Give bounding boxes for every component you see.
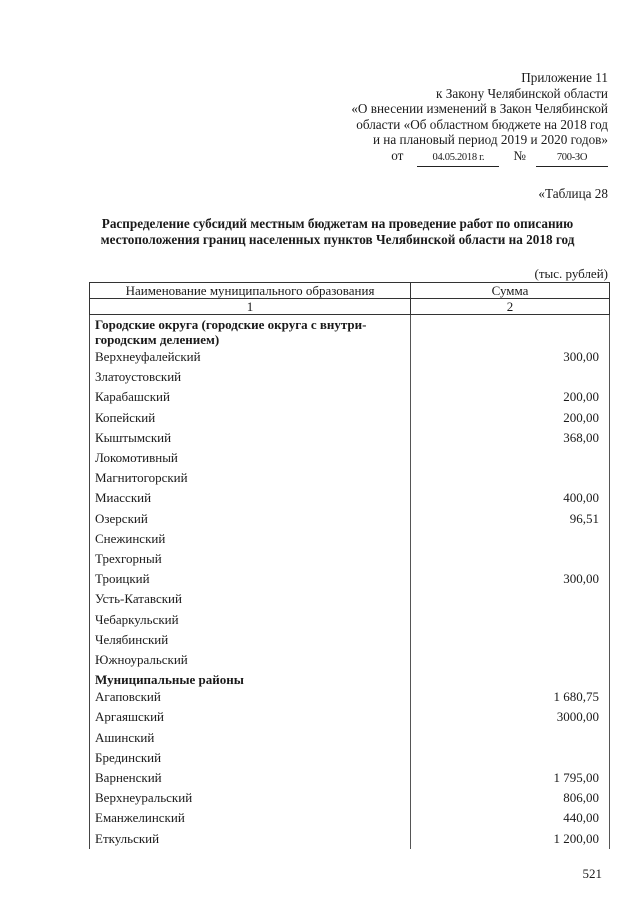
- table-row: [90, 808, 610, 828]
- table-row: [90, 488, 610, 508]
- municipality-name: Златоустовский: [90, 367, 411, 387]
- law-number: 700-ЗО: [536, 150, 608, 167]
- col-header-name: Наименование муниципального образования: [90, 283, 411, 299]
- header-line: Приложение 11: [521, 70, 608, 85]
- subsidy-amount: 1 795,00: [411, 768, 610, 788]
- table-row: [90, 448, 610, 468]
- subsidy-amount: [411, 589, 610, 609]
- table-label: «Таблица 28: [538, 186, 608, 201]
- header-line: и на плановый период 2019 и 2020 годов»: [372, 132, 608, 148]
- table-row: [90, 707, 610, 727]
- header-line: «О внесении изменений в Закон Челябинской: [351, 101, 608, 117]
- municipality-name: Ашинский: [90, 728, 411, 748]
- col-index-2: 2: [411, 299, 610, 315]
- table-row: [90, 829, 610, 849]
- subsidy-amount: 300,00: [411, 347, 610, 367]
- table-header-row: [90, 283, 610, 299]
- municipality-name: Еткульский: [90, 829, 411, 849]
- municipality-name: Усть-Катавский: [90, 589, 411, 609]
- subsidy-amount: [411, 549, 610, 569]
- municipality-name: Агаповский: [90, 687, 411, 707]
- table-row: [90, 788, 610, 808]
- group-urban: [90, 347, 610, 670]
- section-row: [90, 315, 610, 348]
- table-row: [90, 549, 610, 569]
- section-title-urban: Городские округа (городские округа с внутри-городским делением): [90, 315, 411, 348]
- subsidy-amount: [411, 529, 610, 549]
- law-date: 04.05.2018 г.: [417, 150, 499, 167]
- subsidy-amount: [411, 367, 610, 387]
- municipality-name: Брединский: [90, 748, 411, 768]
- municipality-name: Озерский: [90, 509, 411, 529]
- subsidy-amount: 96,51: [411, 509, 610, 529]
- document-header: [351, 70, 608, 167]
- table-row: [90, 569, 610, 589]
- municipality-name: Снежинский: [90, 529, 411, 549]
- subsidy-table: [89, 282, 610, 849]
- municipality-name: Еманжелинский: [90, 808, 411, 828]
- subsidy-amount: 200,00: [411, 387, 610, 407]
- table-row: [90, 768, 610, 788]
- section-title-districts: Муниципальные районы: [90, 670, 411, 687]
- number-label: №: [513, 147, 526, 163]
- municipality-name: Кыштымский: [90, 428, 411, 448]
- municipality-name: Карабашский: [90, 387, 411, 407]
- subsidy-amount: 200,00: [411, 408, 610, 428]
- table-row: [90, 748, 610, 768]
- municipality-name: Южноуральский: [90, 650, 411, 670]
- ot-label: от: [391, 147, 404, 163]
- municipality-name: Локомотивный: [90, 448, 411, 468]
- law-date-number-line: [351, 148, 608, 167]
- table-row: [90, 387, 610, 407]
- subsidy-amount: 1 680,75: [411, 687, 610, 707]
- municipality-name: Чебаркульский: [90, 610, 411, 630]
- header-line: области «Об областном бюджете на 2018 год: [356, 116, 608, 132]
- municipality-name: Трехгорный: [90, 549, 411, 569]
- subsidy-amount: [411, 630, 610, 650]
- subsidy-amount: [411, 650, 610, 670]
- municipality-name: Копейский: [90, 408, 411, 428]
- municipality-name: Троицкий: [90, 569, 411, 589]
- table-row: [90, 728, 610, 748]
- unit-label: (тыс. рублей): [534, 266, 608, 281]
- table-row: [90, 509, 610, 529]
- municipality-name: Аргаяшский: [90, 707, 411, 727]
- municipality-name: Челябинский: [90, 630, 411, 650]
- table-row: [90, 589, 610, 609]
- header-line: к Закону Челябинской области: [436, 85, 608, 101]
- section-row: [90, 670, 610, 687]
- subsidy-amount: 300,00: [411, 569, 610, 589]
- table-row: [90, 630, 610, 650]
- subsidy-amount: 3000,00: [411, 707, 610, 727]
- document-title: Распределение субсидий местным бюджетам на проведение работ по описанию местоположения границ населенных пунктов Челябинской области на 2018 год: [100, 216, 575, 247]
- subsidy-amount: [411, 448, 610, 468]
- subsidy-amount: 400,00: [411, 488, 610, 508]
- table-row: [90, 687, 610, 707]
- table-row: [90, 347, 610, 367]
- subsidy-amount: 368,00: [411, 428, 610, 448]
- subsidy-amount: [411, 610, 610, 630]
- table-row: [90, 529, 610, 549]
- table-row: [90, 408, 610, 428]
- col-header-amount: Сумма: [411, 283, 610, 299]
- table-row: [90, 610, 610, 630]
- page-number: 521: [582, 866, 602, 881]
- municipality-name: Магнитогорский: [90, 468, 411, 488]
- subsidy-amount: 440,00: [411, 808, 610, 828]
- municipality-name: Варненский: [90, 768, 411, 788]
- municipality-name: Миасский: [90, 488, 411, 508]
- table-row: [90, 468, 610, 488]
- table-row: [90, 428, 610, 448]
- col-index-1: 1: [90, 299, 411, 315]
- municipality-name: Верхнеуральский: [90, 788, 411, 808]
- subsidy-amount: [411, 748, 610, 768]
- subsidy-amount: [411, 468, 610, 488]
- table-row: [90, 650, 610, 670]
- municipality-name: Верхнеуфалейский: [90, 347, 411, 367]
- table-row: [90, 367, 610, 387]
- subsidy-amount: [411, 728, 610, 748]
- subsidy-amount: 1 200,00: [411, 829, 610, 849]
- group-districts: [90, 687, 610, 849]
- table-index-row: [90, 299, 610, 315]
- subsidy-amount: 806,00: [411, 788, 610, 808]
